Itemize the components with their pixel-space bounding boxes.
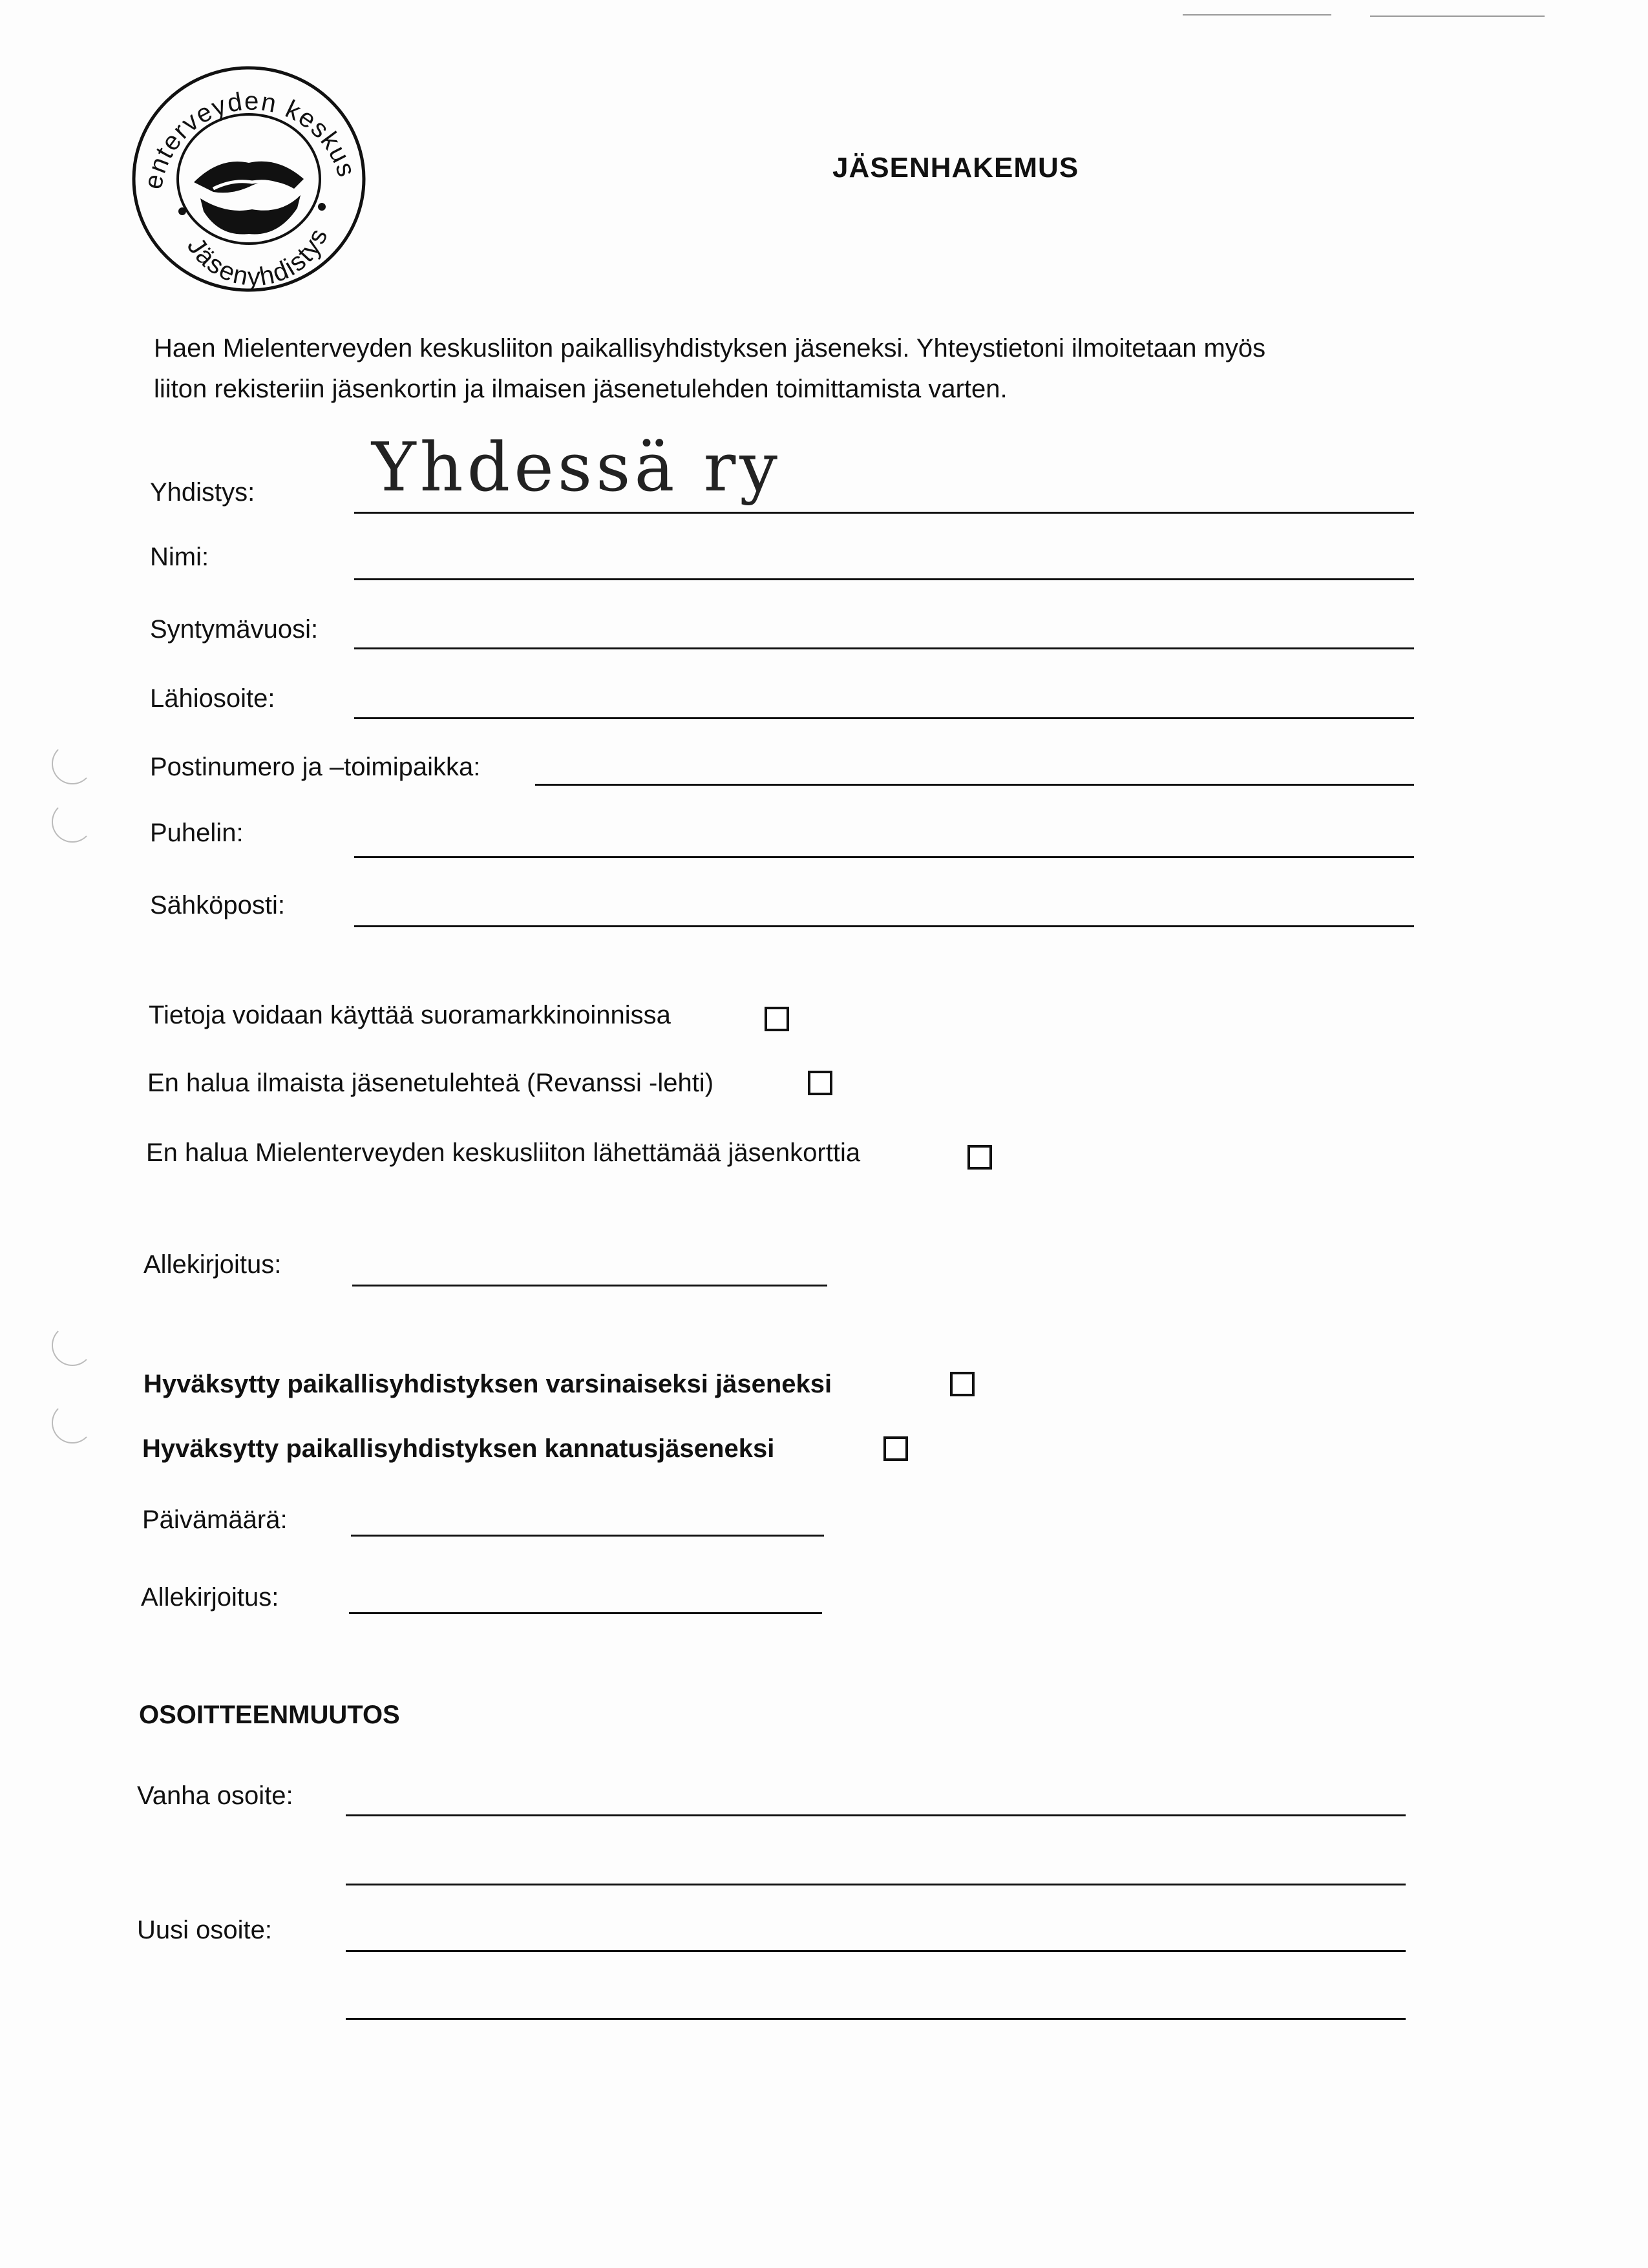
svg-text:Jäsenyhdistys: Jäsenyhdistys <box>181 224 334 291</box>
punch-mark <box>52 743 93 784</box>
approval-supporting-label: Hyväksytty paikallisyhdistyksen kannatusjäseneksi <box>142 1434 775 1463</box>
yhdistys-handwritten-value: Yhdessä ry <box>372 428 782 507</box>
syntymavuosi-label: Syntymävuosi: <box>150 615 319 644</box>
approval-regular-label: Hyväksytty paikallisyhdistyksen varsinaiseksi jäseneksi <box>143 1370 832 1398</box>
yhdistys-field[interactable] <box>354 512 1414 514</box>
yhdistys-label: Yhdistys: <box>150 478 255 507</box>
option-no-card-label: En halua Mielenterveyden keskusliiton lähettämää jäsenkorttia <box>146 1139 861 1167</box>
lahiosoite-field[interactable] <box>354 717 1414 719</box>
page-title: JÄSENHAKEMUS <box>832 152 1079 184</box>
new-address-field-line-2[interactable] <box>346 2018 1406 2020</box>
punch-mark <box>52 1325 93 1366</box>
sahkoposti-field[interactable] <box>354 925 1414 927</box>
punch-mark <box>52 1402 93 1444</box>
intro-line-1: Haen Mielenterveyden keskusliiton paikallisyhdistyksen jäseneksi. Yhteystietoni ilmoitetaan myös <box>154 334 1266 362</box>
approval-date-label: Päivämäärä: <box>142 1506 288 1534</box>
punch-mark <box>52 801 93 843</box>
option-no-magazine-checkbox[interactable] <box>808 1071 832 1095</box>
syntymavuosi-field[interactable] <box>354 647 1414 649</box>
new-address-label: Uusi osoite: <box>137 1916 272 1944</box>
option-direct-marketing-label: Tietoja voidaan käyttää suoramarkkinoinnissa <box>149 1001 671 1029</box>
nimi-label: Nimi: <box>150 543 209 571</box>
old-address-label: Vanha osoite: <box>137 1781 293 1810</box>
svg-text:Mielenterveyden keskusliitto: enterveyden keskus <box>138 87 361 192</box>
approval-signature-field[interactable] <box>349 1612 822 1614</box>
postinumero-field[interactable] <box>535 784 1414 786</box>
logo-seal-icon <box>123 59 375 299</box>
option-no-card-checkbox[interactable] <box>967 1145 992 1170</box>
puhelin-field[interactable] <box>354 856 1414 858</box>
approval-signature-label: Allekirjoitus: <box>141 1583 279 1612</box>
address-change-heading: OSOITTEENMUUTOS <box>139 1701 400 1729</box>
nimi-field[interactable] <box>354 578 1414 580</box>
postinumero-label: Postinumero ja –toimipaikka: <box>150 753 481 781</box>
logo <box>123 59 375 299</box>
puhelin-label: Puhelin: <box>150 819 244 847</box>
new-address-field-line-1[interactable] <box>346 1950 1406 1952</box>
signature-field[interactable] <box>352 1285 827 1286</box>
scan-mark <box>1183 14 1331 16</box>
option-no-magazine-label: En halua ilmaista jäsenetulehteä (Revanssi -lehti) <box>147 1069 714 1097</box>
intro-line-2: liiton rekisteriin jäsenkortin ja ilmaisen jäsenetulehden toimittamista varten. <box>154 375 1008 403</box>
approval-supporting-checkbox[interactable] <box>883 1436 908 1461</box>
signature-label: Allekirjoitus: <box>143 1250 282 1279</box>
approval-regular-checkbox[interactable] <box>950 1372 975 1396</box>
old-address-field-line-2[interactable] <box>346 1884 1406 1885</box>
scan-mark <box>1370 16 1545 17</box>
option-direct-marketing-checkbox[interactable] <box>765 1007 789 1031</box>
approval-date-field[interactable] <box>351 1535 824 1537</box>
sahkoposti-label: Sähköposti: <box>150 891 286 919</box>
lahiosoite-label: Lähiosoite: <box>150 684 275 713</box>
old-address-field-line-1[interactable] <box>346 1814 1406 1816</box>
